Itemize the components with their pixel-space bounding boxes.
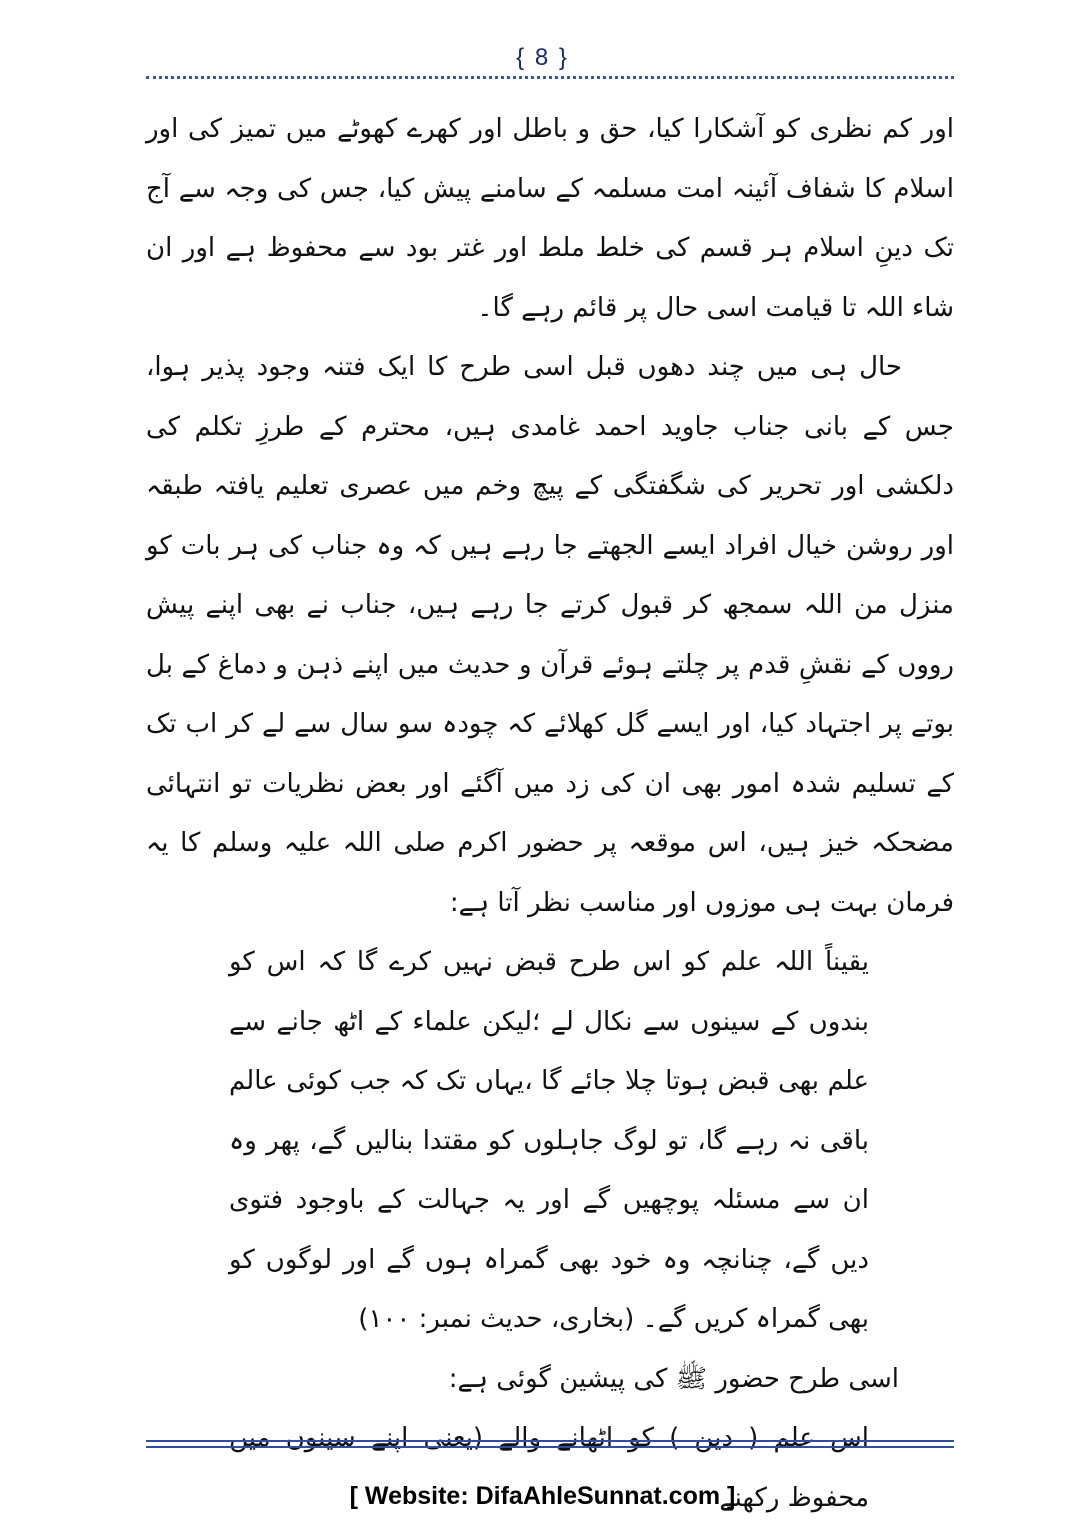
footer-double-rule — [146, 1440, 954, 1448]
paragraph-1: اور کم نظری کو آشکارا کیا، حق و باطل اور کھرے کھوٹے میں تمیز کی اور اسلام کا شفاف آئینہ امت مسلمہ کے سامنے پیش کیا، جس کی وجہ سے آج تک دینِ اسلام ہر قسم کی خلط ملط اور غتر بود سے محفوظ ہے اور ان شاء اللہ تا قیامت اسی حال پر قائم رہے گا۔ — [146, 114, 954, 323]
paragraph-2: حال ہی میں چند دھوں قبل اسی طرح کا ایک فتنہ وجود پذیر ہوا، جس کے بانی جناب جاوید احمد غامدی ہیں، محترم کے طرزِ تکلم کی دلکشی اور تحریر کی شگفتگی کے پیچ وخم میں عصری تعلیم یافتہ طبقہ اور روشن خیال افراد ایسے الجھتے جا رہے ہیں کہ وہ جناب کی ہر بات کو منزل من اللہ سمجھ کر قبول کرتے جا رہے ہیں، جناب نے بھی اپنے پیش رووں کے نقشِ قدم پر چلتے ہوئے قرآن و حدیث میں اپنے ذہن و دماغ کے بل بوتے پر اجتہاد کیا، اور ایسے گل کھلائے کہ چودہ سو سال سے لے کر اب تک کے تسلیم شدہ امور بھی ان کی زد میں آگئے اور بعض نظریات تو انتہائی مضحکہ خیز ہیں، اس موقعہ پر حضور اکرم صلی اللہ علیہ وسلم کا یہ فرمان بہت ہی موزوں اور مناسب نظر آتا ہے: — [146, 352, 954, 918]
hadith-quote: یقیناً اللہ علم کو اس طرح قبض نہیں کرے گا کہ اس کو بندوں کے سینوں سے نکال لے ؛لیکن علماء کے اٹھ جانے سے علم بھی قبض ہوتا چلا جائے گا ،یہاں تک کہ جب کوئی عالم باقی نہ رہے گا، تو لوگ جاہلوں کو مقتدا بنالیں گے، پھر وہ ان سے مسئلہ پوچھیں گے اور یہ جہالت کے باوجود فتوی دیں گے، چنانچہ وہ خود بھی گمراہ ہوں گے اور لوگوں کو بھی گمراہ کریں گے۔ (بخاری، حدیث نمبر: ۱۰۰) — [229, 947, 869, 1334]
lead-in-line: اسی طرح حضور ﷺ کی پیشین گوئی ہے: — [448, 1363, 899, 1394]
page-body — [146, 100, 954, 1528]
website-footer: [ Website: DifaAhleSunnat.com ] — [349, 1482, 736, 1510]
continuation-line: اس علم ( دین ) کو اٹھانے والے (یعنی اپنے سینوں میں محفوظ رکھنے — [229, 1423, 869, 1513]
header-dotted-rule — [146, 76, 954, 79]
page-number: { 8 } — [516, 44, 569, 71]
